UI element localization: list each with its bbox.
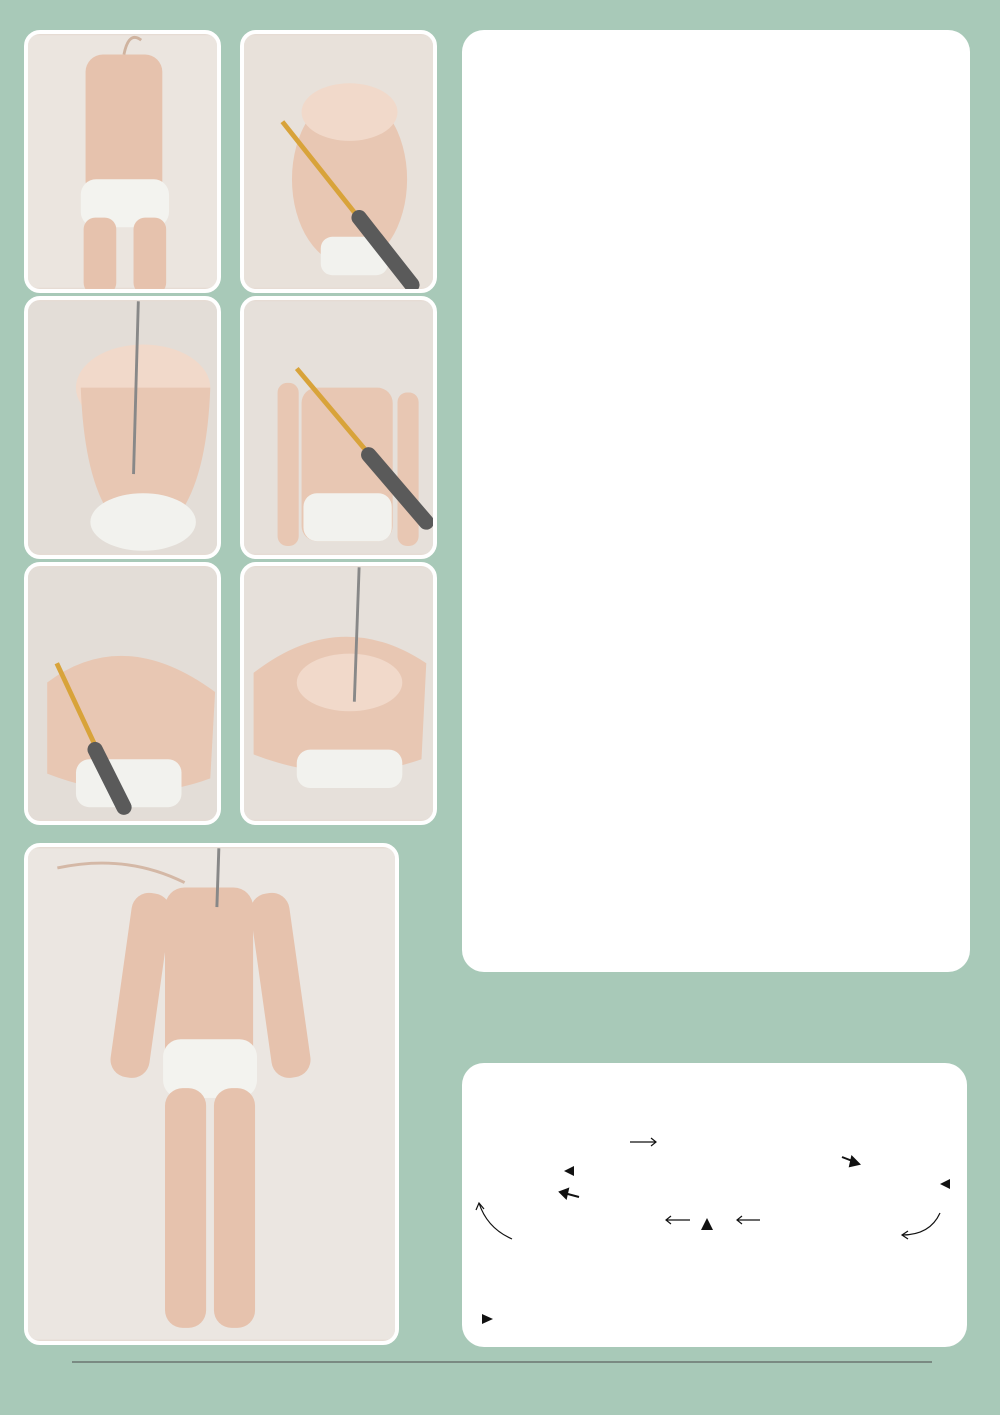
photo-step-6 bbox=[240, 562, 437, 825]
footer-divider bbox=[72, 1361, 932, 1363]
finished-doll-body-photo bbox=[28, 847, 395, 1341]
crochet-hook-photo-2 bbox=[244, 34, 433, 289]
front-arrow-icon bbox=[630, 1138, 656, 1146]
crochet-wire-photo-6 bbox=[244, 566, 433, 821]
photo-step-5 bbox=[24, 562, 221, 825]
doll-body-photo-1 bbox=[28, 34, 217, 289]
round-60-diagram-card bbox=[462, 1063, 967, 1347]
round-60-diagram bbox=[462, 1063, 967, 1347]
photo-finished-body bbox=[24, 843, 399, 1345]
photo-step-1 bbox=[24, 30, 221, 293]
join-arrows-icon bbox=[560, 1157, 859, 1198]
photo-step-4 bbox=[240, 296, 437, 559]
instructions-card bbox=[462, 30, 970, 972]
crochet-arms-photo-4 bbox=[244, 300, 433, 555]
crochet-hook-photo-5 bbox=[28, 566, 217, 821]
photo-step-3 bbox=[24, 296, 221, 559]
legend-last-stitch-icon bbox=[482, 1314, 493, 1324]
photo-step-2 bbox=[240, 30, 437, 293]
crochet-body-photo-3 bbox=[28, 300, 217, 555]
